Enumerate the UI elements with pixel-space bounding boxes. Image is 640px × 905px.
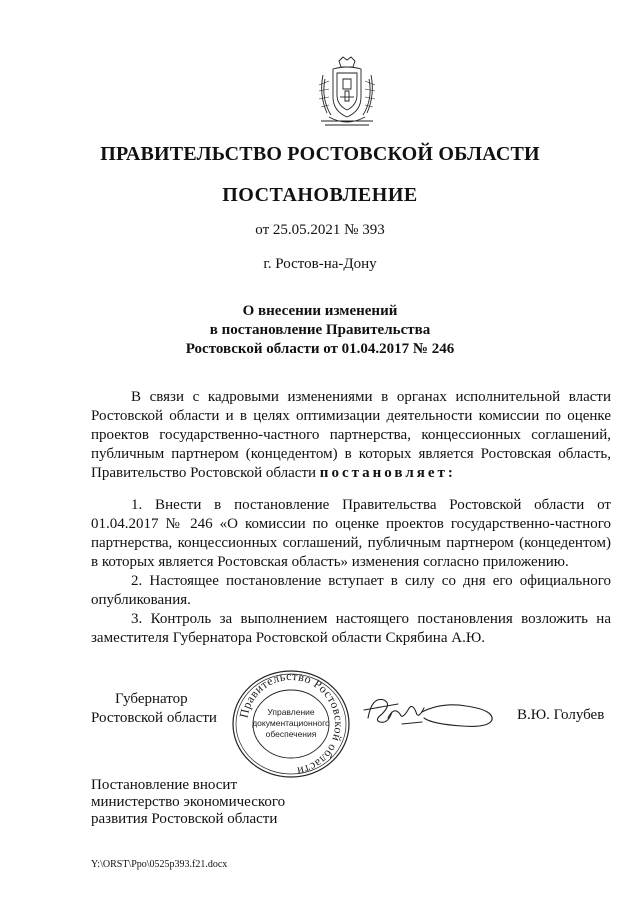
file-path: Y:\ORST\Ppo\0525p393.f21.docx <box>91 859 228 870</box>
preamble <box>91 388 611 483</box>
decree-items <box>91 496 611 648</box>
city: г. Ростов-на-Дону <box>263 256 377 272</box>
subject-line-1: О внесении изменений <box>242 303 398 319</box>
date-number: от 25.05.2021 № 393 <box>255 222 385 238</box>
subject-line-2: в постановление Правительства <box>209 322 431 338</box>
subject-line-3: Ростовской области от 01.04.2017 № 246 <box>185 341 455 357</box>
decree-word: постановляет: <box>319 465 456 481</box>
submitted-by-line-3: развития Ростовской области <box>91 811 278 827</box>
submitted-by-line-1: Постановление вносит <box>91 777 238 793</box>
decree-item-1: 1. Внести в постановление Правительства Ростовской области от 01.04.2017 № 246 «О комиссии по оценке проектов государственно-частного партнерства, концессионных соглашений, публичным партнером (концедентом) в которых является Ростовская область» изменения согласно приложению. <box>91 497 611 570</box>
document-subject <box>0 302 640 359</box>
submitted-by-line-2: министерство экономического <box>91 794 286 810</box>
official-stamp <box>225 668 357 780</box>
decree-item-3: 3. Контроль за выполнением настоящего постановления возложить на заместителя Губернатора Ростовской области Скрябина А.Ю. <box>91 611 611 646</box>
signatory-title <box>91 690 217 728</box>
preamble-text: В связи с кадровыми изменениями в органах исполнительной власти Ростовской области и в целях оптимизации деятельности комиссии по оценке проектов государственно-частного партнерства, концессионных соглашений, публичным партнером (концедентом) в которых является Ростовская область, Правительство Ростовской области <box>91 389 611 481</box>
signatory-name: В.Ю. Голубев <box>517 707 605 723</box>
stamp-center-line-2: документационного <box>252 718 330 728</box>
document-type: ПОСТАНОВЛЕНИЕ <box>222 184 418 206</box>
stamp-center-line-3: обеспечения <box>265 729 317 739</box>
signatory-title-line-2: Ростовской области <box>91 710 217 726</box>
submitted-by <box>91 777 285 828</box>
handwritten-signature <box>362 688 502 734</box>
signatory-title-line-1: Губернатор <box>115 691 188 707</box>
coat-of-arms-emblem <box>315 55 379 129</box>
stamp-center-line-1: Управление <box>267 707 315 717</box>
decree-item-2: 2. Настоящее постановление вступает в силу со дня его официального опубликования. <box>91 573 611 608</box>
stamp-ring-text: Правительство Ростовской области <box>236 668 347 779</box>
government-name: ПРАВИТЕЛЬСТВО РОСТОВСКОЙ ОБЛАСТИ <box>100 143 540 165</box>
